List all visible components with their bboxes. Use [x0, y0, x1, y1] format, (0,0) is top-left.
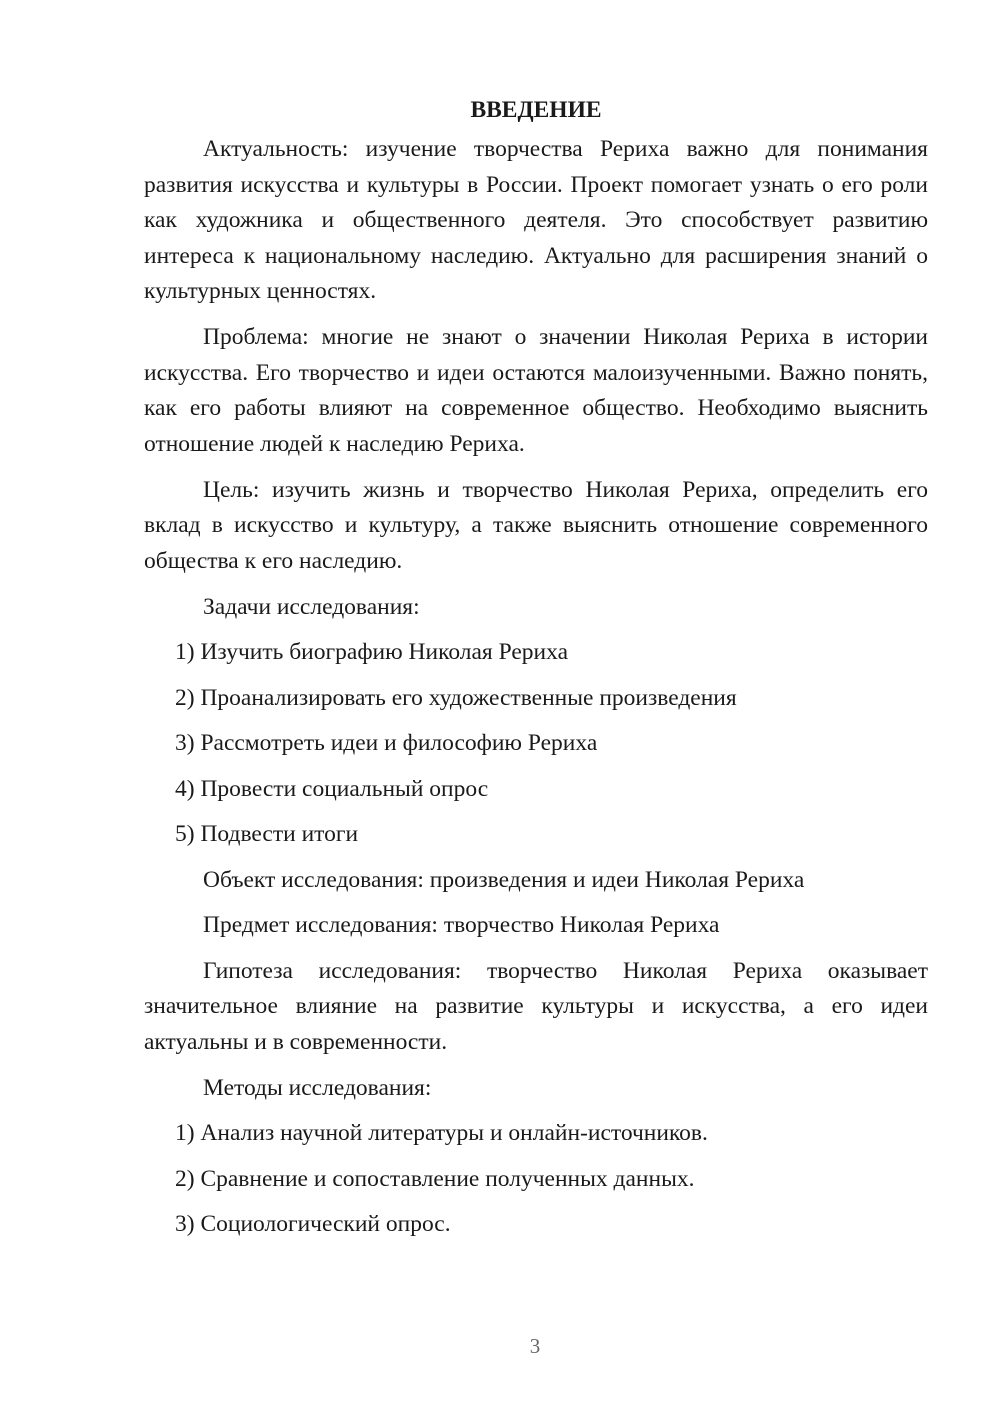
list-item: 3) Социологический опрос. [175, 1211, 451, 1237]
page-number: 3 [529, 1334, 541, 1358]
section-title: ВВЕДЕНИЕ [470, 97, 602, 123]
page-content [144, 92, 928, 1253]
list-item: 1) Анализ научной литературы и онлайн-источников. [175, 1120, 708, 1146]
research-subject: Предмет исследования: творчество Николая Рериха [203, 912, 720, 938]
relevance-paragraph: Актуальность: изучение творчества Рериха важно для понимания развития искусства и культуры в России. Проект помогает узнать о его роли как художника и общественного деятеля. Это способствует развитию интереса к национальному наследию. Актуально для расширения знаний о культурных ценностях. [144, 136, 928, 304]
problem-paragraph: Проблема: многие не знают о значении Николая Рериха в истории искусства. Его творчество и идеи остаются малоизученными. Важно понять, как его работы влияют на современное общество. Необходимо выяснить отношение людей к наследию Рериха. [144, 324, 928, 457]
list-item: 2) Сравнение и сопоставление полученных данных. [175, 1165, 695, 1192]
goal-paragraph: Цель: изучить жизнь и творчество Николая Рериха, определить его вклад в искусство и культуру, а также выяснить отношение современного общества к его наследию. [144, 476, 928, 574]
methods-list [144, 1116, 928, 1243]
list-item: 2) Проанализировать его художественные произведения [175, 684, 737, 711]
methods-heading: Методы исследования: [203, 1074, 432, 1101]
hypothesis-paragraph: Гипотеза исследования: творчество Николая Рериха оказывает значительное влияние на развитие культуры и искусства, а его идеи актуальны и в современности. [144, 957, 928, 1055]
research-object: Объект исследования: произведения и идеи Николая Рериха [203, 866, 805, 893]
tasks-list [144, 635, 928, 853]
list-item: 1) Изучить биографию Николая Рериха [175, 639, 568, 665]
tasks-heading: Задачи исследования: [203, 593, 420, 620]
list-item: 4) Провести социальный опрос [175, 775, 489, 802]
list-item: 5) Подвести итоги [175, 821, 359, 847]
list-item: 3) Рассмотреть идеи и философию Рериха [175, 730, 598, 756]
